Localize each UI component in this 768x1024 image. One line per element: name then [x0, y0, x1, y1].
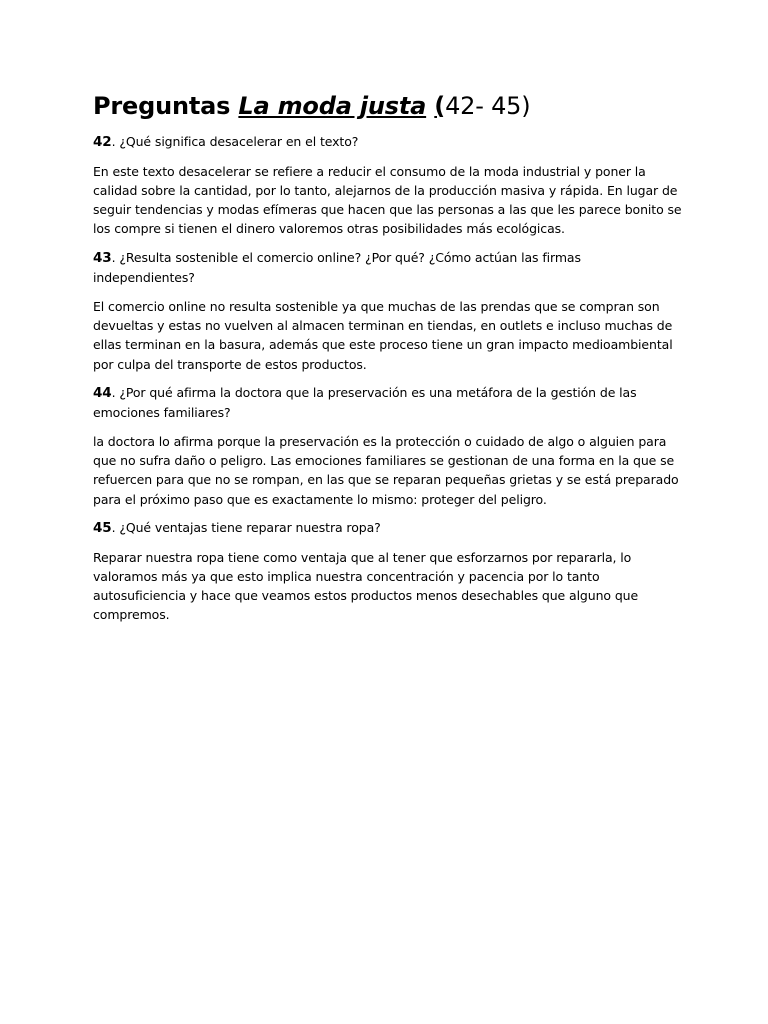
answer-45: Reparar nuestra ropa tiene como ventaja que al tener que esforzarnos por repararla, lo valoramos más ya que esto implica nuestra concentración y pacencia por lo tanto autosuficiencia y hace que veamos estos productos menos desechables que alguno que compremos.	[93, 549, 639, 623]
question-text: . ¿Qué ventajas tiene reparar nuestra ropa?	[111, 520, 381, 536]
title-range: 42- 45)	[445, 92, 531, 120]
answer-43: El comercio online no resulta sostenible ya que muchas de las prendas que se compran son devueltas y estas no vuelven al almacen terminan en tiendas, en outlets e incluso muchas de ellas terminan en la basura, además que este proceso tiene un gran impacto medioambiental por culpa del transporte de estos productos.	[93, 298, 673, 372]
question-number: 45	[93, 520, 112, 537]
question-text: . ¿Por qué afirma la doctora que la preservación es una metáfora de la gestión de las emociones familiares?	[93, 384, 637, 421]
question-number: 44	[93, 384, 112, 401]
answer-42: En este texto desacelerar se refiere a reducir el consumo de la moda industrial y poner la calidad sobre la cantidad, por lo tanto, alejarnos de la producción masiva y rápida. En lugar de seguir tendencias y modas efímeras que hacen que las personas a las que les parece bonito se los compre si tienen el dinero valoremos otras posibilidades más ecológicas.	[93, 163, 682, 237]
title-paren-open: (	[434, 92, 446, 120]
question-number: 43	[93, 249, 112, 266]
title-prefix: Preguntas	[93, 92, 239, 120]
question-text: . ¿Resulta sostenible el comercio online? ¿Por qué? ¿Cómo actúan las firmas independientes?	[93, 249, 581, 286]
question-number: 42	[93, 134, 112, 150]
question-44	[93, 383, 683, 423]
document-page	[93, 88, 683, 634]
question-42	[93, 132, 683, 153]
answer-44: la doctora lo afirma porque la preservación es la protección o cuidado de algo o alguien para que no sufra daño o peligro. Las emociones familiares se gestionan de una forma en la que se refuercen para que no se rompan, en las que se reparan pequeñas grietas y se está preparado para el próximo paso que es exactamente lo mismo: proteger del peligro.	[93, 433, 679, 507]
question-43	[93, 248, 683, 288]
question-text: . ¿Qué significa desacelerar en el texto?	[111, 134, 359, 149]
question-45	[93, 518, 683, 539]
document-title	[93, 88, 683, 124]
title-work-name: La moda justa	[238, 92, 427, 120]
